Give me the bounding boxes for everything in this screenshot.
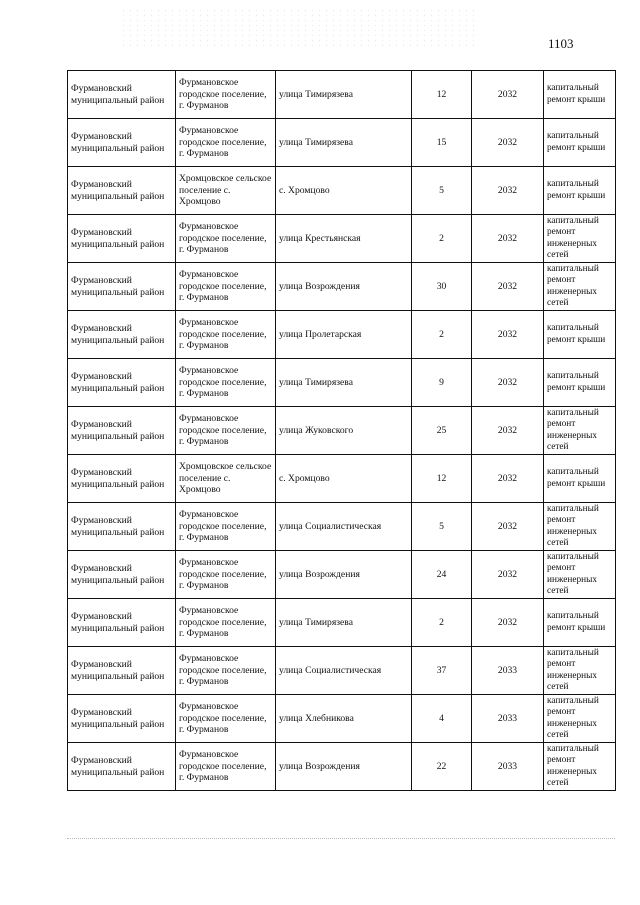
year-cell: 2033 [472, 647, 544, 695]
district-cell: Фурмановский муниципальный район [68, 407, 176, 455]
district-cell: Фурмановский муниципальный район [68, 71, 176, 119]
street-cell: с. Хромцово [276, 455, 412, 503]
street-cell: улица Крестьянская [276, 215, 412, 263]
quantity-cell: 24 [412, 551, 472, 599]
work-type-cell: капитальный ремонт инженерных сетей [544, 647, 616, 695]
year-cell: 2032 [472, 599, 544, 647]
district-cell: Фурмановский муниципальный район [68, 599, 176, 647]
table-row [68, 743, 616, 791]
street-cell: с. Хромцово [276, 167, 412, 215]
year-cell: 2032 [472, 359, 544, 407]
table-row [68, 599, 616, 647]
table-row [68, 503, 616, 551]
work-type-cell: капитальный ремонт инженерных сетей [544, 215, 616, 263]
registry-table-body [68, 71, 616, 791]
district-cell: Фурмановский муниципальный район [68, 359, 176, 407]
quantity-cell: 15 [412, 119, 472, 167]
work-type-cell: капитальный ремонт инженерных сетей [544, 743, 616, 791]
settlement-cell: Фурмановское городское поселение, г. Фурманов [176, 215, 276, 263]
quantity-cell: 5 [412, 167, 472, 215]
quantity-cell: 12 [412, 455, 472, 503]
work-type-cell: капитальный ремонт инженерных сетей [544, 695, 616, 743]
district-cell: Фурмановский муниципальный район [68, 455, 176, 503]
district-cell: Фурмановский муниципальный район [68, 551, 176, 599]
street-cell: улица Тимирязева [276, 599, 412, 647]
registry-table [67, 70, 616, 791]
district-cell: Фурмановский муниципальный район [68, 311, 176, 359]
work-type-cell: капитальный ремонт инженерных сетей [544, 263, 616, 311]
district-cell: Фурмановский муниципальный район [68, 215, 176, 263]
district-cell: Фурмановский муниципальный район [68, 263, 176, 311]
table-row [68, 167, 616, 215]
district-cell: Фурмановский муниципальный район [68, 743, 176, 791]
bottom-margin-rule [67, 838, 615, 840]
quantity-cell: 2 [412, 215, 472, 263]
table-row [68, 695, 616, 743]
settlement-cell: Фурмановское городское поселение, г. Фурманов [176, 263, 276, 311]
work-type-cell: капитальный ремонт крыши [544, 167, 616, 215]
settlement-cell: Фурмановское городское поселение, г. Фурманов [176, 647, 276, 695]
street-cell: улица Пролетарская [276, 311, 412, 359]
year-cell: 2032 [472, 167, 544, 215]
street-cell: улица Хлебникова [276, 695, 412, 743]
quantity-cell: 12 [412, 71, 472, 119]
settlement-cell: Фурмановское городское поселение, г. Фурманов [176, 503, 276, 551]
street-cell: улица Тимирязева [276, 71, 412, 119]
table-row [68, 551, 616, 599]
settlement-cell: Фурмановское городское поселение, г. Фурманов [176, 71, 276, 119]
year-cell: 2032 [472, 119, 544, 167]
year-cell: 2032 [472, 263, 544, 311]
table-row [68, 263, 616, 311]
work-type-cell: капитальный ремонт крыши [544, 119, 616, 167]
district-cell: Фурмановский муниципальный район [68, 647, 176, 695]
street-cell: улица Тимирязева [276, 119, 412, 167]
work-type-cell: капитальный ремонт крыши [544, 599, 616, 647]
quantity-cell: 25 [412, 407, 472, 455]
table-row [68, 215, 616, 263]
quantity-cell: 22 [412, 743, 472, 791]
district-cell: Фурмановский муниципальный район [68, 503, 176, 551]
work-type-cell: капитальный ремонт крыши [544, 311, 616, 359]
settlement-cell: Фурмановское городское поселение, г. Фурманов [176, 311, 276, 359]
table-row [68, 359, 616, 407]
table-row [68, 647, 616, 695]
table-row [68, 407, 616, 455]
settlement-cell: Фурмановское городское поселение, г. Фурманов [176, 119, 276, 167]
table-row [68, 71, 616, 119]
quantity-cell: 30 [412, 263, 472, 311]
work-type-cell: капитальный ремонт инженерных сетей [544, 551, 616, 599]
year-cell: 2033 [472, 743, 544, 791]
settlement-cell: Фурмановское городское поселение, г. Фурманов [176, 695, 276, 743]
table-row [68, 311, 616, 359]
quantity-cell: 2 [412, 311, 472, 359]
settlement-cell: Фурмановское городское поселение, г. Фурманов [176, 359, 276, 407]
quantity-cell: 2 [412, 599, 472, 647]
work-type-cell: капитальный ремонт инженерных сетей [544, 503, 616, 551]
street-cell: улица Тимирязева [276, 359, 412, 407]
year-cell: 2032 [472, 455, 544, 503]
district-cell: Фурмановский муниципальный район [68, 167, 176, 215]
street-cell: улица Возрождения [276, 551, 412, 599]
quantity-cell: 5 [412, 503, 472, 551]
settlement-cell: Фурмановское городское поселение, г. Фурманов [176, 743, 276, 791]
year-cell: 2032 [472, 71, 544, 119]
year-cell: 2032 [472, 503, 544, 551]
settlement-cell: Фурмановское городское поселение, г. Фурманов [176, 551, 276, 599]
district-cell: Фурмановский муниципальный район [68, 695, 176, 743]
work-type-cell: капитальный ремонт крыши [544, 455, 616, 503]
street-cell: улица Жуковского [276, 407, 412, 455]
work-type-cell: капитальный ремонт крыши [544, 71, 616, 119]
year-cell: 2032 [472, 407, 544, 455]
settlement-cell: Хромцовское сельское поселение с. Хромцово [176, 455, 276, 503]
work-type-cell: капитальный ремонт крыши [544, 359, 616, 407]
quantity-cell: 4 [412, 695, 472, 743]
table-row [68, 119, 616, 167]
district-cell: Фурмановский муниципальный район [68, 119, 176, 167]
work-type-cell: капитальный ремонт инженерных сетей [544, 407, 616, 455]
settlement-cell: Фурмановское городское поселение, г. Фурманов [176, 407, 276, 455]
year-cell: 2032 [472, 215, 544, 263]
scan-noise [120, 8, 480, 48]
year-cell: 2033 [472, 695, 544, 743]
settlement-cell: Фурмановское городское поселение, г. Фурманов [176, 599, 276, 647]
street-cell: улица Возрождения [276, 263, 412, 311]
settlement-cell: Хромцовское сельское поселение с. Хромцово [176, 167, 276, 215]
table-row [68, 455, 616, 503]
year-cell: 2032 [472, 311, 544, 359]
page-number: 1103 [548, 36, 574, 51]
year-cell: 2032 [472, 551, 544, 599]
street-cell: улица Социалистическая [276, 647, 412, 695]
street-cell: улица Социалистическая [276, 503, 412, 551]
quantity-cell: 37 [412, 647, 472, 695]
street-cell: улица Возрождения [276, 743, 412, 791]
quantity-cell: 9 [412, 359, 472, 407]
